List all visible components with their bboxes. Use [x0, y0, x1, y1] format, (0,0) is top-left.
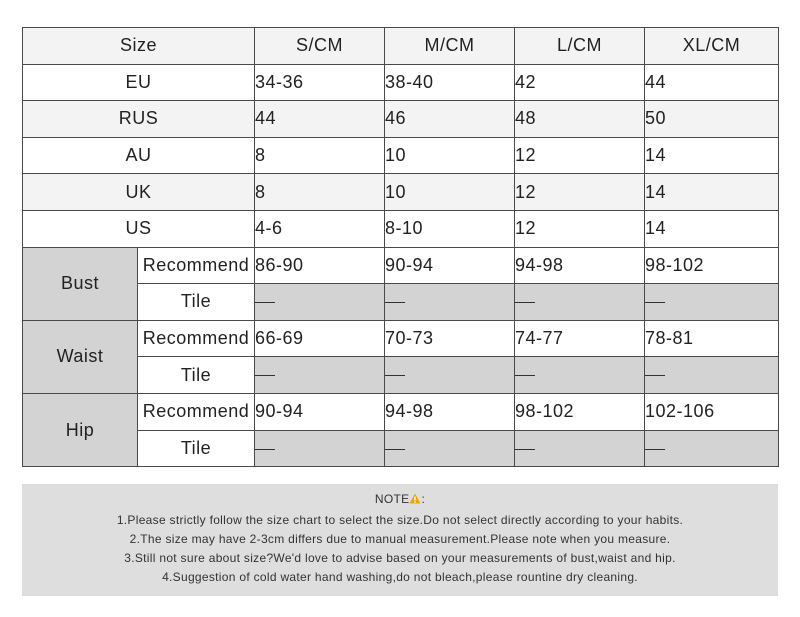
dash-mark — [385, 302, 405, 303]
tile-value-cell — [255, 430, 385, 467]
tile-value-cell — [645, 357, 779, 394]
header-row — [23, 28, 779, 65]
region-value-cell: 14 — [645, 210, 779, 247]
note-line-4: 4.Suggestion of cold water hand washing,do not bleach,please rountine dry cleaning. — [162, 570, 638, 584]
region-label: US — [23, 210, 255, 247]
warning-triangle-icon — [409, 493, 421, 507]
region-value-cell: 10 — [385, 137, 515, 174]
header-cell: XL/CM — [645, 28, 779, 65]
region-value-cell: 44 — [645, 64, 779, 101]
recommend-value-cell: 70-73 — [385, 320, 515, 357]
region-value-cell: 14 — [645, 174, 779, 211]
region-value-cell: 46 — [385, 101, 515, 138]
header-size-cell: Size — [23, 28, 255, 65]
size-chart-table — [22, 27, 779, 467]
header-cell: M/CM — [385, 28, 515, 65]
dash-mark — [385, 449, 405, 450]
recommend-value-cell: 90-94 — [255, 393, 385, 430]
measure-name: Bust — [23, 247, 138, 320]
tile-value-cell — [515, 284, 645, 321]
region-row — [23, 64, 779, 101]
region-value-cell: 8 — [255, 174, 385, 211]
tile-value-cell — [645, 430, 779, 467]
dash-mark — [385, 375, 405, 376]
region-row — [23, 210, 779, 247]
region-value-cell: 42 — [515, 64, 645, 101]
recommend-value-cell: 66-69 — [255, 320, 385, 357]
region-label: EU — [23, 64, 255, 101]
region-row — [23, 174, 779, 211]
recommend-row — [23, 320, 779, 357]
region-value-cell: 44 — [255, 101, 385, 138]
dash-mark — [645, 302, 665, 303]
tile-value-cell — [385, 357, 515, 394]
header-cell: L/CM — [515, 28, 645, 65]
measure-name: Waist — [23, 320, 138, 393]
recommend-value-cell: 74-77 — [515, 320, 645, 357]
tile-label: Tile — [138, 430, 255, 467]
region-row — [23, 101, 779, 138]
dash-mark — [255, 302, 275, 303]
region-label: AU — [23, 137, 255, 174]
recommend-value-cell: 94-98 — [385, 393, 515, 430]
region-value-cell: 10 — [385, 174, 515, 211]
region-value-cell: 8-10 — [385, 210, 515, 247]
recommend-value-cell: 98-102 — [645, 247, 779, 284]
dash-mark — [255, 375, 275, 376]
region-value-cell: 12 — [515, 137, 645, 174]
dash-mark — [515, 449, 535, 450]
region-label: UK — [23, 174, 255, 211]
note-box — [22, 484, 778, 596]
region-label: RUS — [23, 101, 255, 138]
tile-label: Tile — [138, 284, 255, 321]
region-value-cell: 34-36 — [255, 64, 385, 101]
dash-mark — [645, 375, 665, 376]
region-value-cell: 38-40 — [385, 64, 515, 101]
tile-value-cell — [385, 430, 515, 467]
region-value-cell: 4-6 — [255, 210, 385, 247]
measure-name: Hip — [23, 393, 138, 466]
recommend-row — [23, 247, 779, 284]
note-line-1: 1.Please strictly follow the size chart to select the size.Do not select directly according to your habits. — [116, 513, 684, 527]
recommend-value-cell: 90-94 — [385, 247, 515, 284]
dash-mark — [255, 449, 275, 450]
tile-value-cell — [255, 357, 385, 394]
region-value-cell: 12 — [515, 210, 645, 247]
recommend-label: Recommend — [138, 247, 255, 284]
recommend-value-cell: 86-90 — [255, 247, 385, 284]
region-value-cell: 12 — [515, 174, 645, 211]
region-value-cell: 8 — [255, 137, 385, 174]
region-row — [23, 137, 779, 174]
region-value-cell: 50 — [645, 101, 779, 138]
recommend-value-cell: 94-98 — [515, 247, 645, 284]
note-title-text: NOTE — [374, 492, 410, 506]
dash-mark — [515, 375, 535, 376]
dash-mark — [645, 449, 665, 450]
recommend-value-cell: 102-106 — [645, 393, 779, 430]
header-cell: S/CM — [255, 28, 385, 65]
tile-value-cell — [255, 284, 385, 321]
region-value-cell: 14 — [645, 137, 779, 174]
recommend-label: Recommend — [138, 393, 255, 430]
recommend-value-cell: 98-102 — [515, 393, 645, 430]
recommend-row — [23, 393, 779, 430]
tile-label: Tile — [138, 357, 255, 394]
note-line-2: 2.The size may have 2-3cm differs due to manual measurement.Please note when you measure. — [129, 532, 671, 546]
recommend-value-cell: 78-81 — [645, 320, 779, 357]
region-value-cell: 48 — [515, 101, 645, 138]
note-title-colon: : — [421, 492, 426, 506]
note-line-3: 3.Still not sure about size?We'd love to advise based on your measurements of bust,waist and hip. — [124, 551, 676, 565]
recommend-label: Recommend — [138, 320, 255, 357]
dash-mark — [515, 302, 535, 303]
tile-value-cell — [385, 284, 515, 321]
note-title — [22, 492, 778, 507]
tile-value-cell — [515, 430, 645, 467]
tile-value-cell — [515, 357, 645, 394]
tile-value-cell — [645, 284, 779, 321]
